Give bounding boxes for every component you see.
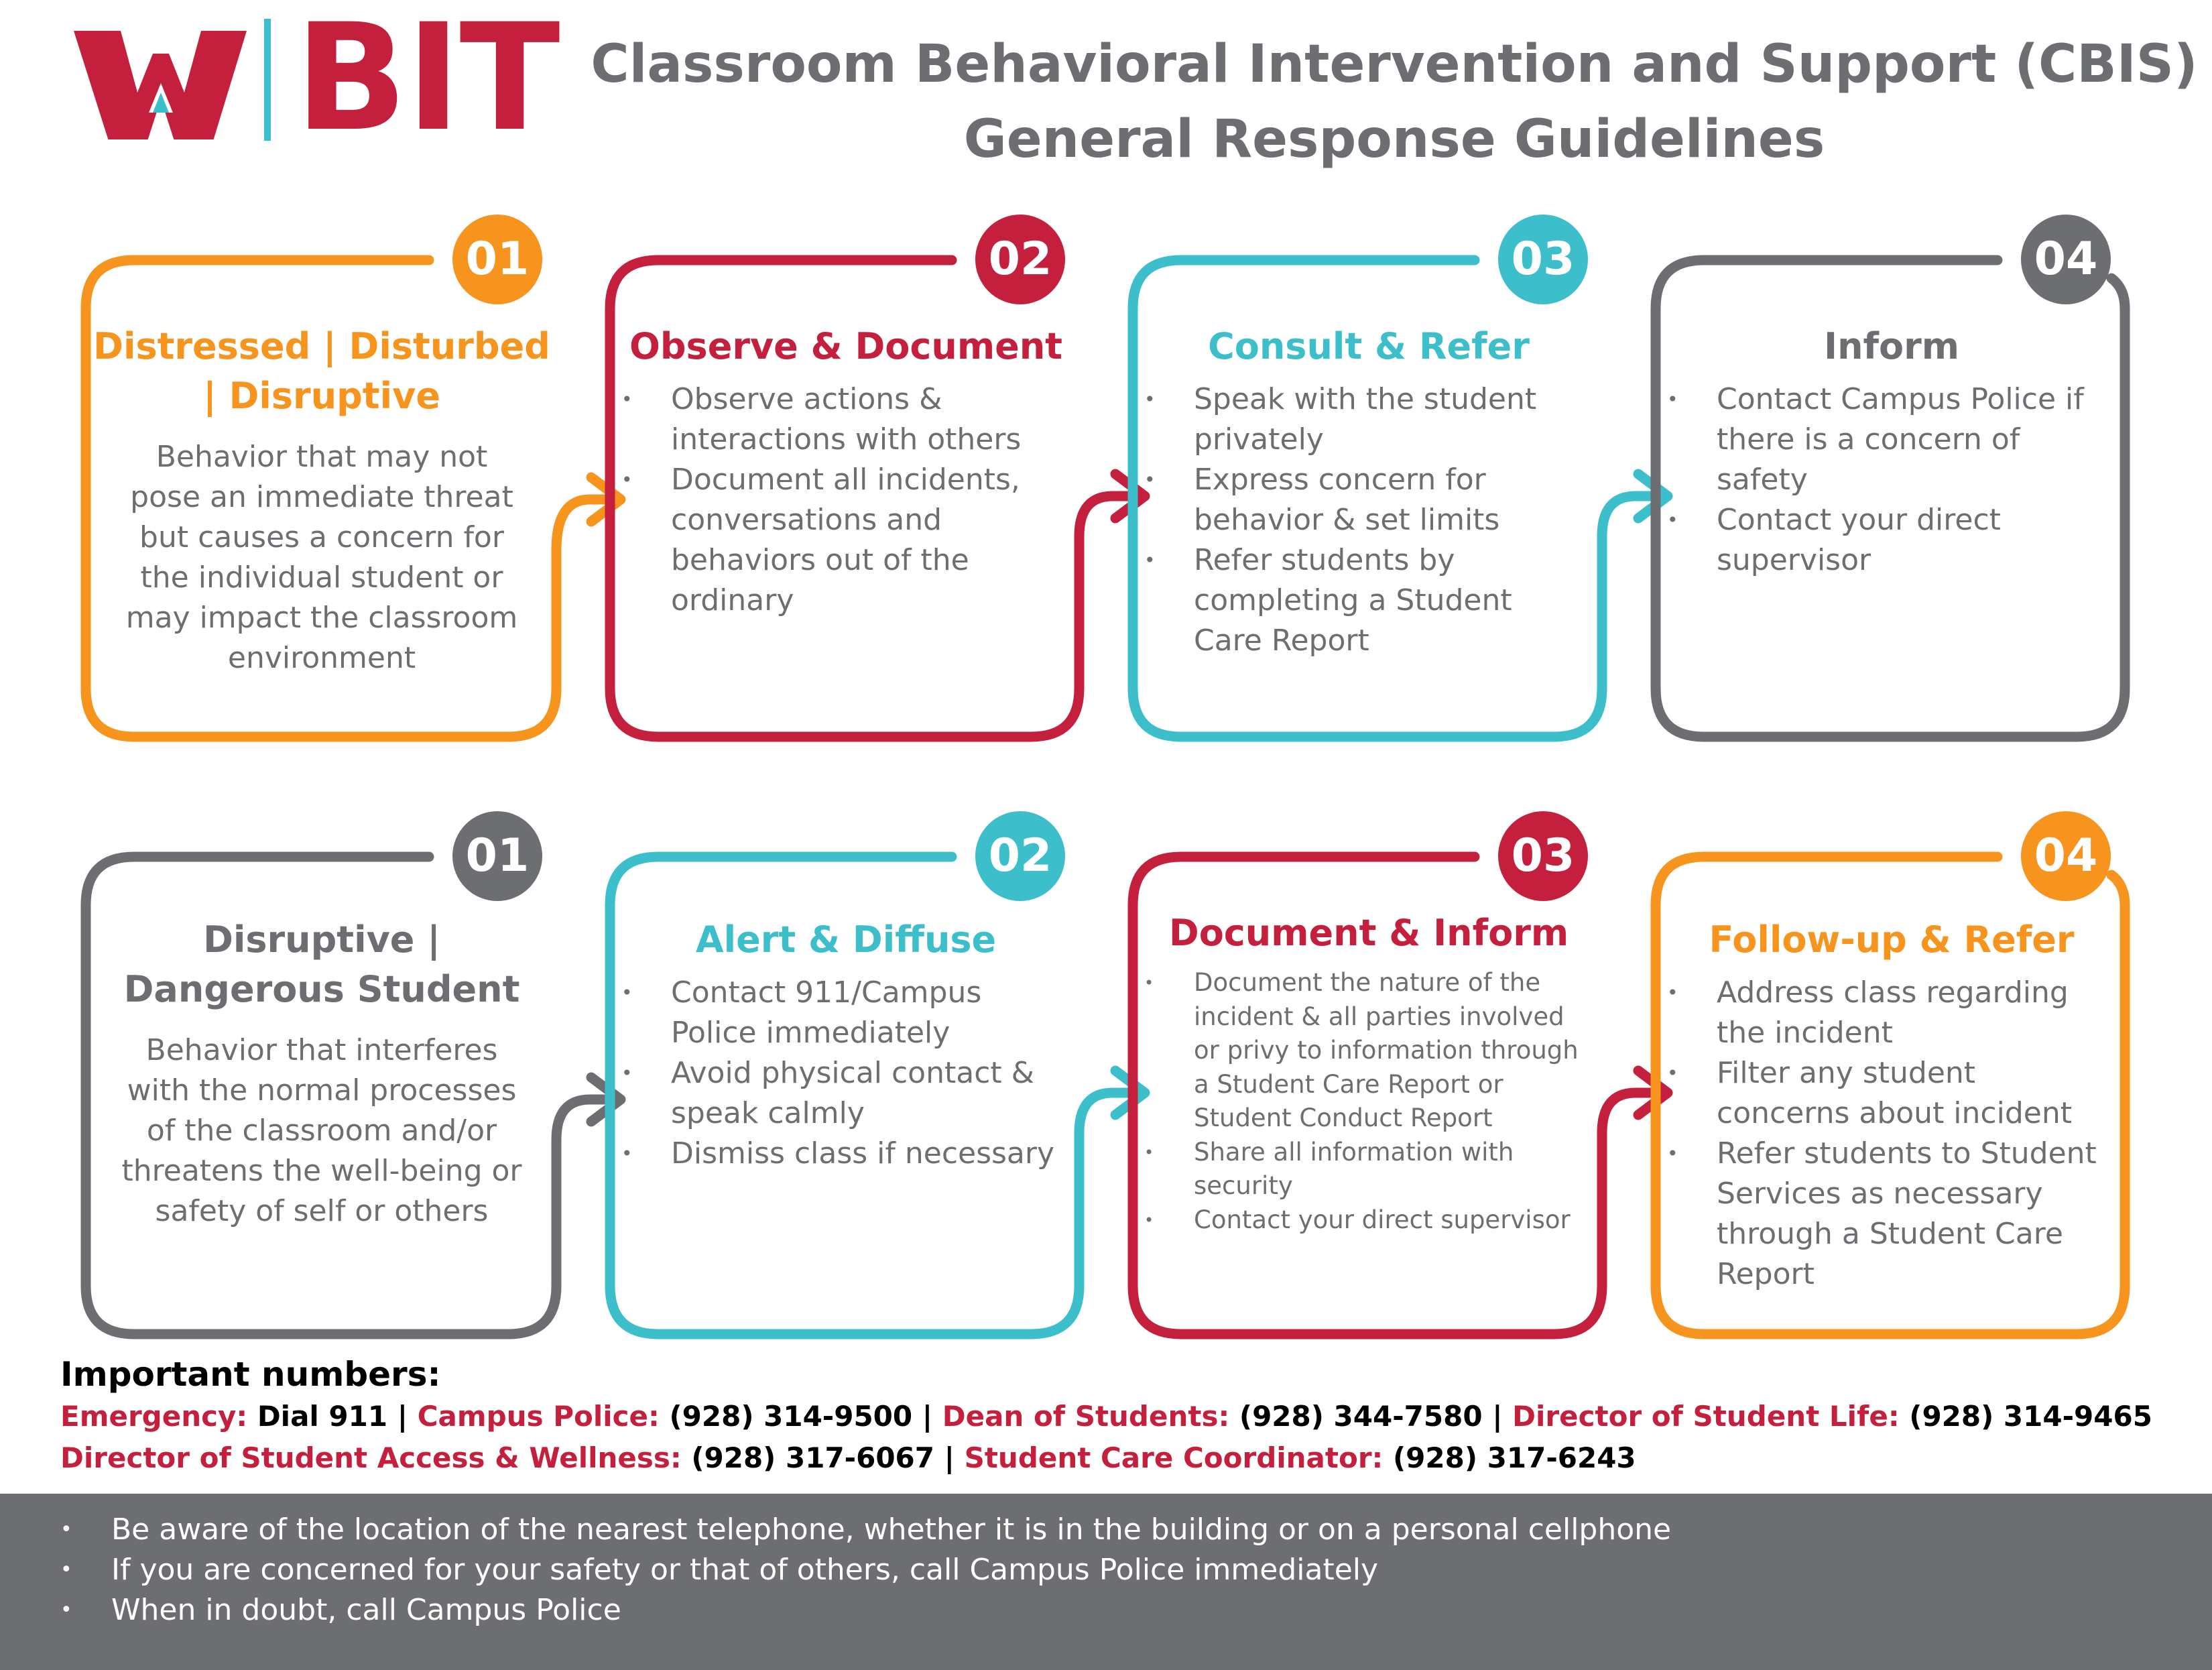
card-title: Distressed | Disturbed | Disruptive [93,325,550,417]
footer-item: • If you are concerned for your safety or that of others, call Campus Police immediately [60,1550,2212,1590]
title-line-1: Classroom Behavioral Intervention and Support (CBIS) [591,34,2198,95]
card-observe-document [615,322,1077,621]
card-title: Observe & Document [629,325,1062,367]
card-title: Inform [1823,325,1960,367]
contact-line-1 [60,1396,2165,1437]
contact-value: (928) 317-6243 [1392,1441,1636,1474]
contact-label: Student Care Coordinator: [964,1441,1384,1474]
card-inform [1660,322,2123,581]
step-number-badge: 01 [452,811,542,901]
card-document-inform [1138,908,1600,1237]
card-disruptive-dangerous [90,915,553,1232]
card-list [1138,379,1600,661]
card-list [1660,379,2123,581]
separator: | [1492,1400,1503,1433]
card-consult-refer [1138,322,1600,661]
contact-value: (928) 344-7580 [1239,1400,1483,1433]
step-number-badge: 02 [975,811,1065,901]
card-title: Document & Inform [1168,912,1569,954]
list-item: • Contact 911/Campus Police immediately [621,973,1064,1053]
important-heading: Important numbers: [60,1355,441,1394]
step-number-badge: 04 [2021,811,2111,901]
title-line-2: General Response Guidelines [963,109,1825,170]
list-item: • Speak with the student privately [1144,379,1587,460]
card-list [615,379,1077,621]
list-item: • Refer students to Student Services as necessary through a Student Care Report [1667,1134,2109,1295]
separator: | [922,1400,933,1433]
separator: | [397,1400,408,1433]
step-number-badge: 02 [975,215,1065,304]
footer-item: • Be aware of the location of the nearest telephone, whether it is in the building or on a personal cellphone [60,1510,2212,1550]
card-description: Behavior that may not pose an immediate threat but causes a concern for the individual student or may impact the classroom environment [125,440,518,675]
contact-label: Director of Student Life: [1512,1400,1900,1433]
contact-value: (928) 314-9500 [669,1400,913,1433]
footer-item: • When in doubt, call Campus Police [60,1590,2212,1630]
card-follow-up-refer [1660,915,2123,1295]
contact-value: Dial 911 [257,1400,388,1433]
contact-value: (928) 317-6067 [691,1441,934,1474]
contact-label: Campus Police: [417,1400,660,1433]
logo-text: BIT [295,0,559,164]
card-distressed [90,322,553,678]
card-title: Disruptive | Dangerous Student [123,918,520,1010]
step-number-badge: 04 [2021,215,2111,304]
contact-value: (928) 314-9465 [1909,1400,2152,1433]
card-title: Follow-up & Refer [1709,918,2075,961]
contact-line-2 [60,1437,2165,1479]
card-title: Alert & Diffuse [695,918,997,961]
list-item: • Express concern for behavior & set limits [1144,460,1587,540]
step-number-badge: 01 [452,215,542,304]
footer-banner [0,1494,2212,1670]
step-number-badge: 03 [1498,215,1588,304]
list-item: • Refer students by completing a Student Care Report [1144,540,1587,661]
list-item: • Share all information with security [1144,1136,1587,1203]
card-description: Behavior that interferes with the normal processes of the classroom and/or threatens the well-being or safety of self or others [121,1033,522,1228]
list-item: • Contact your direct supervisor [1144,1203,1587,1238]
list-item: • Avoid physical contact & speak calmly [621,1053,1064,1134]
list-item: • Filter any student concerns about incident [1667,1053,2109,1134]
list-item: • Contact your direct supervisor [1667,500,2109,581]
card-title: Consult & Refer [1208,325,1530,367]
card-list [615,973,1077,1174]
list-item: • Contact Campus Police if there is a concern of safety [1667,379,2109,500]
separator: | [944,1441,955,1474]
contact-label: Dean of Students: [942,1400,1230,1433]
card-list [1660,973,2123,1295]
contact-label: Director of Student Access & Wellness: [60,1441,682,1474]
list-item: • Document the nature of the incident & all parties involved or privy to information through a Student Care Report or Student Conduct Report [1144,966,1587,1136]
list-item: • Dismiss class if necessary [621,1134,1064,1174]
card-alert-diffuse [615,915,1077,1174]
list-item: • Observe actions & interactions with others [621,379,1064,460]
footer-list [0,1494,2212,1630]
list-item: • Address class regarding the incident [1667,973,2109,1053]
contact-label: Emergency: [60,1400,248,1433]
card-list [1138,966,1600,1237]
important-numbers [60,1353,2165,1479]
step-number-badge: 03 [1498,811,1588,901]
list-item: • Document all incidents, conversations and behaviors out of the ordinary [621,460,1064,621]
